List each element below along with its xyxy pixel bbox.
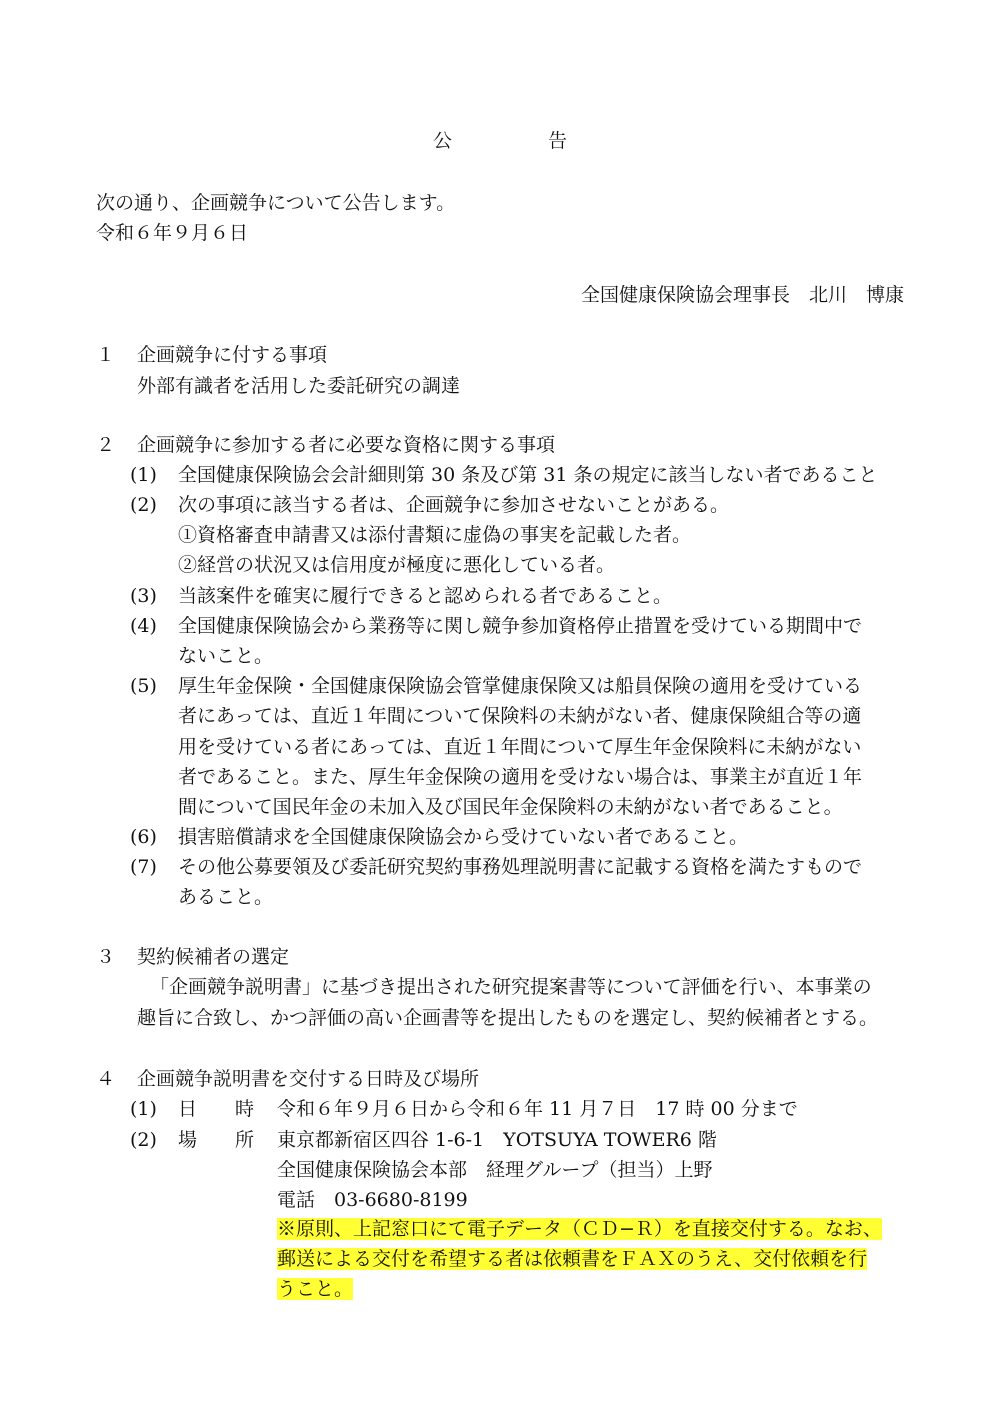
delivery-note [277, 1276, 353, 1302]
intro-text: 次の通り、企画競争について公告します。 [96, 192, 456, 214]
s2-item-2-line: ①資格審査申請書又は添付書類に虚偽の事実を記載した者。 [178, 524, 692, 546]
s2-item-5-line: 者にあっては、直近１年間について保険料の未納がない者、健康保険組合等の適 [178, 705, 862, 727]
s2-item-1-line: 全国健康保険協会会計細則第 30 条及び第 31 条の規定に該当しない者であること [178, 464, 878, 486]
s4-item-2-value: 東京都新宿区四谷 1-6-1 YOTSUYA TOWER6 階 [277, 1129, 717, 1151]
s4-item-1-label: 日 時 [178, 1098, 255, 1120]
section-1-body: 外部有識者を活用した委託研究の調達 [137, 375, 461, 397]
s4-item-2-phone: 電話 03-6680-8199 [277, 1189, 468, 1211]
delivery-note [277, 1216, 882, 1242]
title-char-1: 公 [432, 130, 452, 152]
section-3-heading: 契約候補者の選定 [137, 946, 290, 968]
s4-item-2-label: 場 所 [178, 1129, 255, 1151]
s4-item-2-mark: (2) [130, 1129, 157, 1151]
s2-item-5-line: 者であること。また、厚生年金保険の適用を受けない場合は、事業主が直近１年 [178, 766, 863, 788]
s2-item-7-line: その他公募要領及び委託研究契約事務処理説明書に記載する資格を満たすもので [178, 856, 863, 878]
section-3-line: 趣旨に合致し、かつ評価の高い企画書等を提出したものを選定し、契約候補者とする。 [137, 1007, 879, 1029]
s2-item-6-line: 損害賠償請求を全国健康保険協会から受けていない者であること。 [178, 826, 749, 848]
section-4-heading: 企画競争説明書を交付する日時及び場所 [137, 1068, 480, 1090]
delivery-note-line: うこと。 [277, 1278, 354, 1300]
section-2-number: ２ [96, 434, 116, 456]
section-1-heading: 企画競争に付する事項 [137, 344, 328, 366]
s2-item-1-mark: (1) [130, 464, 157, 486]
section-3-number: ３ [96, 946, 116, 968]
issuer: 全国健康保険協会理事長 北川 博康 [580, 284, 904, 306]
s2-item-2-mark: (2) [130, 494, 157, 516]
s2-item-3-line: 当該案件を確実に履行できると認められる者であること。 [178, 585, 673, 607]
section-4-number: ４ [96, 1068, 116, 1090]
delivery-note [277, 1246, 867, 1272]
s2-item-4-line: ないこと。 [178, 645, 274, 667]
title-char-2: 告 [548, 130, 568, 152]
section-2-heading: 企画競争に参加する者に必要な資格に関する事項 [137, 434, 556, 456]
delivery-note-line: ※原則、上記窓口にて電子データ（ＣＤ−Ｒ）を直接交付する。なお、 [277, 1218, 882, 1240]
notice-date: 令和６年９月６日 [96, 222, 249, 244]
s2-item-7-mark: (7) [130, 856, 157, 878]
s4-item-1-mark: (1) [130, 1098, 157, 1120]
s4-item-2-value: 全国健康保険協会本部 経理グループ（担当）上野 [277, 1159, 713, 1181]
s2-item-4-mark: (4) [130, 615, 157, 637]
s2-item-2-line: ②経営の状況又は信用度が極度に悪化している者。 [178, 554, 616, 576]
s2-item-4-line: 全国健康保険協会から業務等に関し競争参加資格停止措置を受けている期間中で [178, 615, 863, 637]
delivery-note-line: 郵送による交付を希望する者は依頼書をＦＡＸのうえ、交付依頼を行 [277, 1248, 868, 1270]
page-title [0, 128, 1000, 154]
s2-item-6-mark: (6) [130, 826, 157, 848]
s2-item-7-line: あること。 [178, 886, 274, 908]
s2-item-5-line: 用を受けている者にあっては、直近１年間について厚生年金保険料に未納がない [178, 736, 862, 758]
s2-item-5-line: 厚生年金保険・全国健康保険協会管掌健康保険又は船員保険の適用を受けている [178, 675, 863, 697]
s2-item-3-mark: (3) [130, 585, 157, 607]
s4-item-1-value: 令和６年９月６日から令和６年 11 月７日 17 時 00 分まで [277, 1098, 798, 1120]
section-1-number: １ [96, 344, 116, 366]
section-3-line: 「企画競争説明書」に基づき提出された研究提案書等について評価を行い、本事業の [150, 976, 872, 998]
s2-item-5-mark: (5) [130, 675, 157, 697]
s2-item-2-line: 次の事項に該当する者は、企画競争に参加させないことがある。 [178, 494, 730, 516]
s2-item-5-line: 間について国民年金の未加入及び国民年金保険料の未納がない者であること。 [178, 796, 843, 818]
